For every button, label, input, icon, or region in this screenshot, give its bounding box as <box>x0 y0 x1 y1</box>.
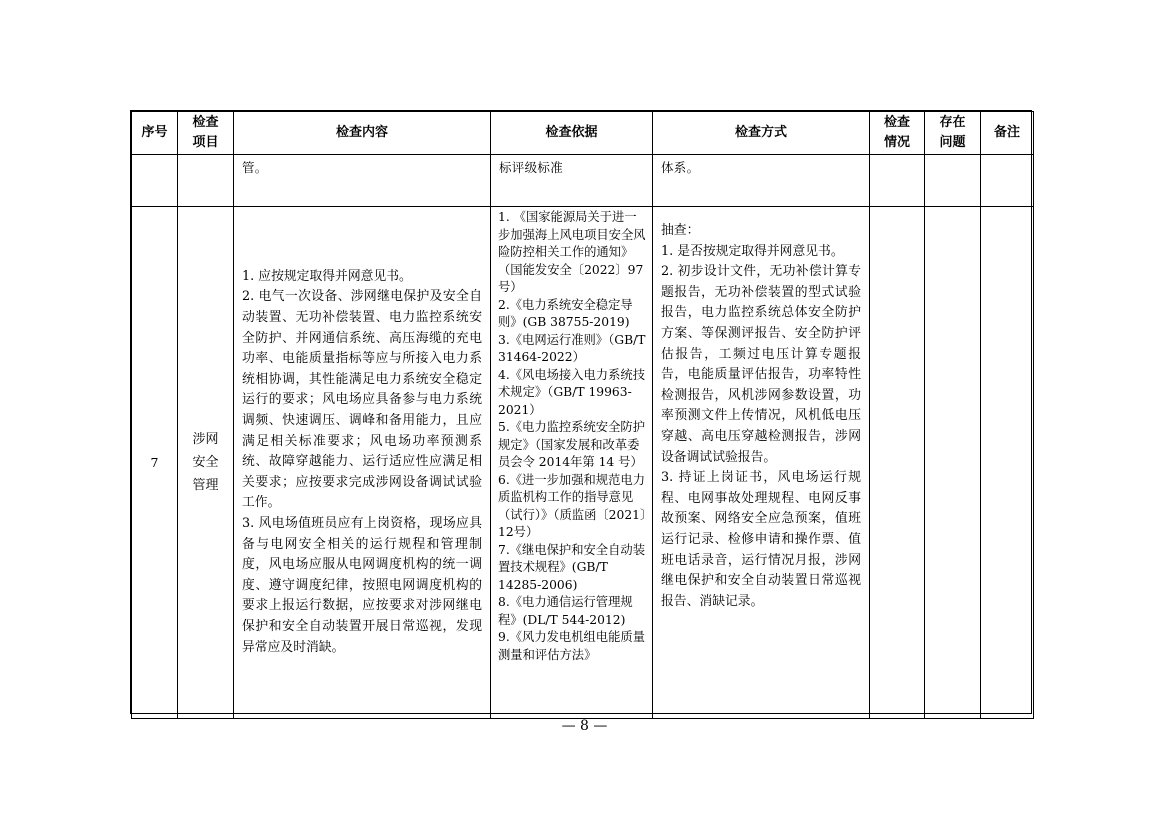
row7-item-line1: 涉网 <box>192 432 219 447</box>
cont-seq-cell <box>132 155 178 207</box>
row7-basis-ref-7: 7.《继电保护和安全自动装置技术规程》(GB/T 14285-2006) <box>498 542 645 592</box>
row7-method-intro: 抽查： <box>661 223 700 238</box>
row7-basis-ref-5: 5.《电力监控系统安全防护规定》（国家发展和改革委员会令 2014年第 14 号） <box>498 420 645 469</box>
header-item-line1: 检查 <box>192 115 219 130</box>
header-seq: 序号 <box>132 112 178 155</box>
row7-status-cell <box>870 207 925 719</box>
header-issue-line2: 问题 <box>939 135 966 150</box>
row7-seq-cell: 7 <box>132 207 178 719</box>
row7-content-text <box>234 267 490 658</box>
header-remark: 备注 <box>981 112 1034 155</box>
cont-basis-cell: 标评级标准 <box>491 155 653 207</box>
row7-basis-ref-9: 9.《风力发电机组电能质量测量和评估方法》 <box>498 630 645 662</box>
row7-content-point-1: 1. 应按规定取得并网意见书。 <box>242 268 412 284</box>
cont-method-cell: 体系。 <box>653 155 870 207</box>
row7-basis-text <box>491 207 652 664</box>
row7-method-cell <box>653 207 870 719</box>
cont-item-cell <box>178 155 234 207</box>
cont-remark-cell <box>981 155 1034 207</box>
row7-remark-cell <box>981 207 1034 719</box>
cont-issue-cell <box>925 155 981 207</box>
row7-basis-ref-8: 8.《电力通信运行管理规程》(DL/T 544-2012) <box>498 595 633 627</box>
table-header-row <box>132 112 1034 155</box>
row7-basis-ref-6: 6.《进一步加强和规范电力质监机构工作的指导意见（试行）》（质监函〔2021〕12号） <box>498 472 647 539</box>
row7-item-line2: 安全 <box>192 455 219 470</box>
header-item-line2: 项目 <box>192 135 219 150</box>
header-method: 检查方式 <box>653 112 870 155</box>
row7-method-point-1: 1. 是否按规定取得并网意见书。 <box>661 243 844 259</box>
row7-content-point-2: 2. 电气一次设备、涉网继电保护及安全自动装置、无功补偿装置、电力监控系统安全防护、并网通信系统、高压海缆的充电功率、电能质量指标等应与所接入电力系统相协调，其性能满足电力系统安全稳定运行的要求；风电场应具备参与电力系统调频、快速调压、调峰和备用能力，且应满足相关标准要求；风电场功率预测系统、故障穿越能力、运行适应性应满足相关要求；应按要求完成涉网设备调试试验工作。 <box>242 289 482 511</box>
row7-item-cell <box>178 207 234 719</box>
table-row-continuation <box>132 155 1034 207</box>
row7-method-point-2: 2. 初步设计文件，无功补偿计算专题报告，无功补偿装置的型式试验报告，电力监控系统总体安全防护方案、等保测评报告、安全防护评估报告，工频过电压计算专题报告，电能质量评估报告，功率特性检测报告，风机涉网参数设置，功率预测文件上传情况，风机低电压穿越、高电压穿越检测报告，涉网设备调试试验报告。 <box>661 264 861 465</box>
row7-basis-ref-4: 4.《风电场接入电力系统技术规定》（GB/T 19963-2021） <box>498 367 645 417</box>
inspection-table-container <box>130 110 1032 714</box>
row7-basis-cell <box>491 207 653 719</box>
header-basis: 检查依据 <box>491 112 653 155</box>
row7-item-line3: 管理 <box>192 478 219 493</box>
row7-basis-ref-2: 2.《电力系统安全稳定导则》(GB 38755-2019) <box>498 297 633 329</box>
header-item <box>178 112 234 155</box>
row7-content-point-3: 3. 风电场值班员应有上岗资格，现场应具备与电网安全相关的运行规程和管理制度，风电场应服从电网调度机构的统一调度、遵守调度纪律，按照电网调度机构的要求上报运行数据，应按要求对涉网继电保护和安全自动装置开展日常巡视，发现异常应及时消缺。 <box>242 515 482 655</box>
row7-content-cell <box>234 207 491 719</box>
header-issue-line1: 存在 <box>939 115 966 130</box>
cont-status-cell <box>870 155 925 207</box>
page-number: — 8 — <box>561 718 608 734</box>
header-status <box>870 112 925 155</box>
inspection-table <box>131 111 1034 719</box>
cont-content-cell: 管。 <box>234 155 491 207</box>
header-status-line1: 检查 <box>883 115 910 130</box>
row7-basis-ref-1: 1. 《国家能源局关于进一步加强海上风电项目安全风险防控相关工作的通知》（国能发安全〔2022〕97号） <box>498 210 646 294</box>
row7-basis-ref-3: 3.《电网运行准则》（GB/T 31464-2022） <box>498 332 646 364</box>
row7-method-point-3: 3. 持证上岗证书，风电场运行规程、电网事故处理规程、电网反事故预案、网络安全应急预案，值班运行记录、检修申请和操作票、值班电话录音，运行情况月报，涉网继电保护和安全自动装置日常巡视报告、消缺记录。 <box>661 470 861 609</box>
row7-method-text <box>653 207 869 612</box>
header-issue <box>925 112 981 155</box>
table-row-7 <box>132 207 1034 719</box>
header-status-line2: 情况 <box>883 135 910 150</box>
row7-issue-cell <box>925 207 981 719</box>
header-content: 检查内容 <box>234 112 491 155</box>
